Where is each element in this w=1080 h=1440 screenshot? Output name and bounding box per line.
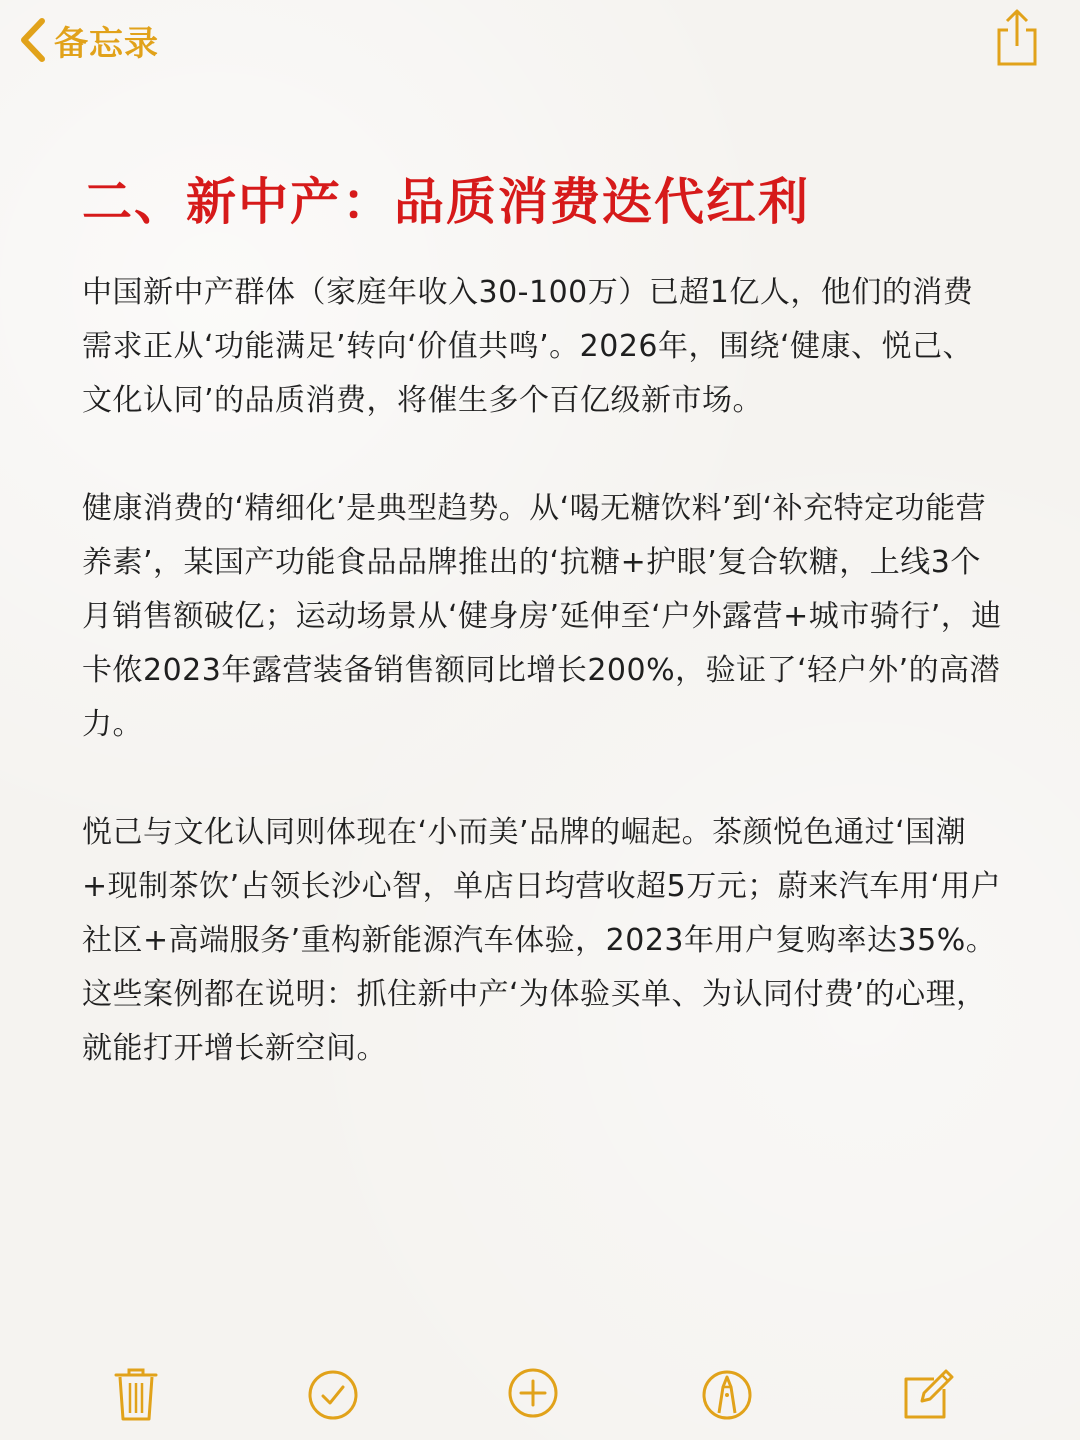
compose-button[interactable]: [898, 1363, 958, 1423]
add-icon: [503, 1363, 563, 1423]
add-button[interactable]: [503, 1363, 563, 1423]
checklist-icon: [303, 1363, 363, 1423]
bottom-toolbar: [0, 1355, 1080, 1435]
note-paragraph-3: 悦己与文化认同则体现在‘小而美’品牌的崛起。茶颜悦色通过‘国潮+现制茶饮’占领长沙心智，单店日均营收超5万元；蔚来汽车用‘用户社区+高端服务’重构新能源汽车体验，2023年用户复购率达35%。这些案例都在说明：抓住新中产‘为体验买单、为认同付费’的心理，就能打开增长新空间。: [82, 815, 1002, 1066]
back-button[interactable]: [18, 10, 159, 70]
note-title: 二、新中产：品质消费迭代红利: [82, 173, 810, 231]
share-button[interactable]: [994, 8, 1040, 68]
back-button-label: 备忘录: [54, 23, 159, 64]
chevron-left-icon: [18, 17, 48, 63]
compose-icon: [898, 1363, 958, 1423]
delete-button[interactable]: [106, 1363, 166, 1423]
share-icon: [994, 53, 1040, 72]
note-paragraph-1: 中国新中产群体（家庭年收入30-100万）已超1亿人，他们的消费需求正从‘功能满足’转向‘价值共鸣’。2026年，围绕‘健康、悦己、文化认同’的品质消费，将催生多个百亿级新市场。: [82, 275, 974, 418]
note-paragraph-2: 健康消费的‘精细化’是典型趋势。从‘喝无糖饮料’到‘补充特定功能营养素’，某国产功能食品品牌推出的‘抗糖+护眼’复合软糖，上线3个月销售额破亿；运动场景从‘健身房’延伸至‘户外露营+城市骑行’，迪卡侬2023年露营装备销售额同比增长200%，验证了‘轻户外’的高潜力。: [82, 491, 1002, 742]
markup-button[interactable]: [697, 1363, 757, 1423]
checklist-button[interactable]: [303, 1363, 363, 1423]
note-content[interactable]: [82, 168, 1002, 1076]
markup-icon: [697, 1363, 757, 1423]
trash-icon: [106, 1363, 166, 1423]
top-navigation-bar: [0, 0, 1080, 90]
